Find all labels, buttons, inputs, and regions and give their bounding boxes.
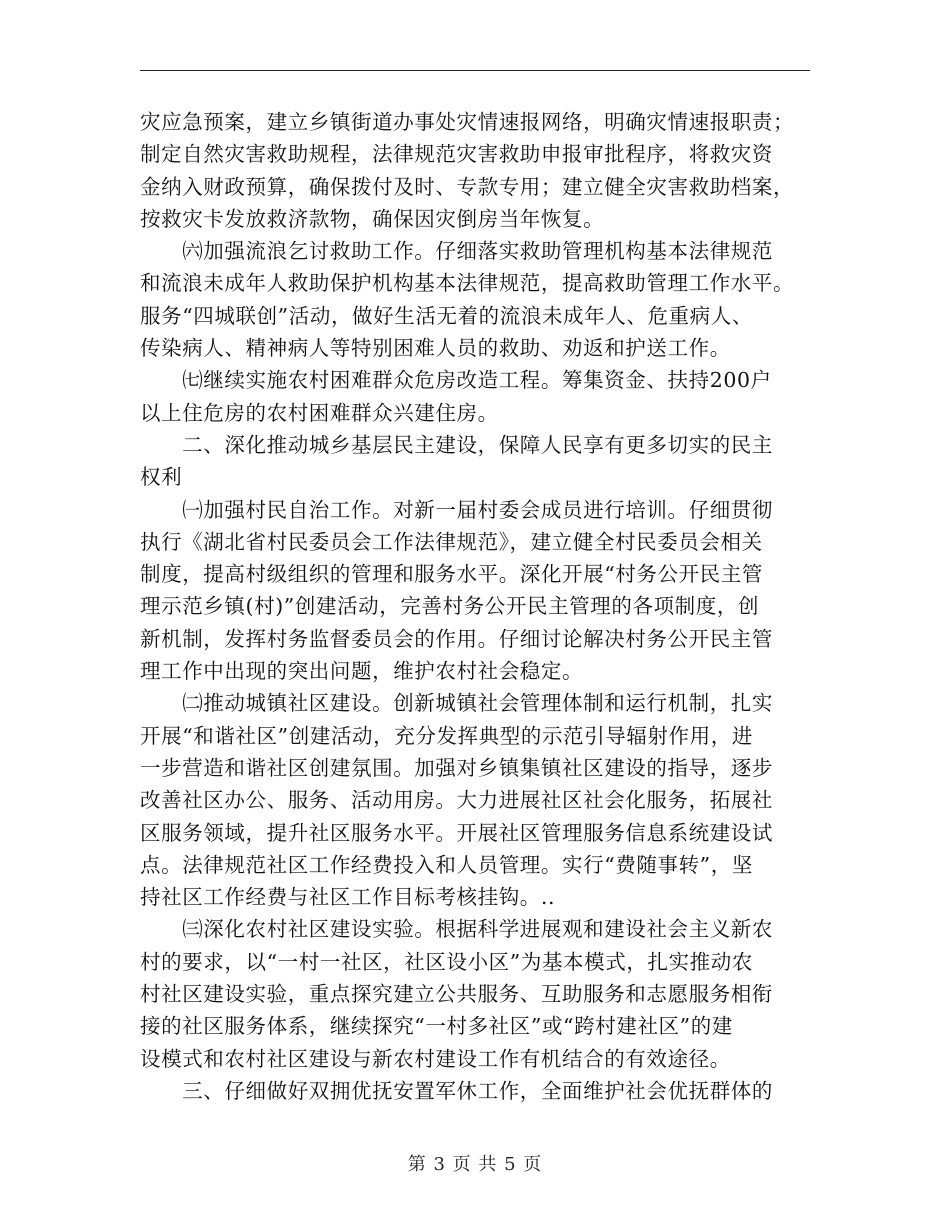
text-line: ㈢深化农村社区建设实验。根据科学进展观和建设社会主义新农 — [140, 917, 773, 942]
text-line: 按救灾卡发放救济款物，确保因灾倒房当年恢复。 — [140, 206, 605, 231]
text-line: 新机制，发挥村务监督委员会的作用。仔细讨论解决村务公开民主管 — [140, 626, 773, 651]
section-heading-line: 权利 — [140, 465, 183, 490]
page-number-footer: 第 3 页 共 5 页 — [407, 1154, 543, 1175]
section-heading-line: 二、深化推动城乡基层民主建设，保障人民享有更多切实的民主 — [140, 432, 773, 457]
text-line: 制度，提高村级组织的管理和服务水平。深化开展“村务公开民主管 — [140, 562, 763, 587]
text-line: 和流浪未成年人救助保护机构基本法律规范，提高救助管理工作水平。 — [140, 271, 795, 296]
text-line: 持社区工作经费与社区工作目标考核挂钩。.. — [140, 885, 556, 910]
text-line: 制定自然灾害救助规程，法律规范灾害救助申报审批程序，将救灾资 — [140, 142, 773, 167]
text-line: 村社区建设实验，重点探究建立公共服务、互助服务和志愿服务相衔 — [140, 982, 773, 1007]
text-line: 区服务领域，提升社区服务水平。开展社区管理服务信息系统建设试 — [140, 820, 773, 845]
text-line: ㈡推动城镇社区建设。创新城镇社会管理体制和运行机制，扎实 — [140, 691, 773, 716]
text-line: 理工作中出现的突出问题，维护农村社会稳定。 — [140, 659, 584, 684]
header-rule — [140, 70, 810, 71]
section-heading-line: 三、仔细做好双拥优抚安置军休工作，全面维护社会优抚群体的 — [140, 1078, 773, 1103]
text-line: ㈠加强村民自治工作。对新一届村委会成员进行培训。仔细贯彻 — [140, 497, 773, 522]
text-line: 金纳入财政预算，确保拨付及时、专款专用；建立健全灾害救助档案， — [140, 174, 795, 199]
text-line: 点。法律规范社区工作经费投入和人员管理。实行“费随事转”，坚 — [140, 852, 753, 877]
text-line: 设模式和农村社区建设与新农村建设工作有机结合的有效途径。 — [140, 1046, 731, 1071]
text-line: ㈥加强流浪乞讨救助工作。仔细落实救助管理机构基本法律规范 — [140, 239, 773, 264]
text-line: 灾应急预案，建立乡镇街道办事处灾情速报网络，明确灾情速报职责； — [140, 110, 795, 134]
text-line: 服务“四城联创”活动，做好生活无着的流浪未成年人、危重病人、 — [140, 303, 753, 328]
text-line: 执行《湖北省村民委员会工作法律规范》，建立健全村民委员会相关 — [140, 529, 763, 554]
document-body — [140, 106, 812, 1107]
text-line: 传染病人、精神病人等特别困难人员的救助、劝返和护送工作。 — [140, 336, 731, 361]
text-line: 开展“和谐社区”创建活动，充分发挥典型的示范引导辐射作用，进 — [140, 723, 753, 748]
text-line: 改善社区办公、服务、活动用房。大力进展社区社会化服务，拓展社 — [140, 788, 773, 813]
text-line: 以上住危房的农村困难群众兴建住房。 — [140, 400, 499, 425]
text-line: 一步营造和谐社区创建氛围。加强对乡镇集镇社区建设的指导，逐步 — [140, 755, 773, 780]
text-line: 理示范乡镇(村)”创建活动，完善村务公开民主管理的各项制度，创 — [140, 594, 760, 619]
text-line: ㈦继续实施农村困难群众危房改造工程。筹集资金、扶持200户 — [140, 368, 772, 393]
text-line: 接的社区服务体系，继续探究“一村多社区”或“跨村建社区”的建 — [140, 1014, 733, 1039]
text-line: 村的要求，以“一村一社区，社区设小区”为基本模式，扎实推动农 — [140, 949, 753, 974]
